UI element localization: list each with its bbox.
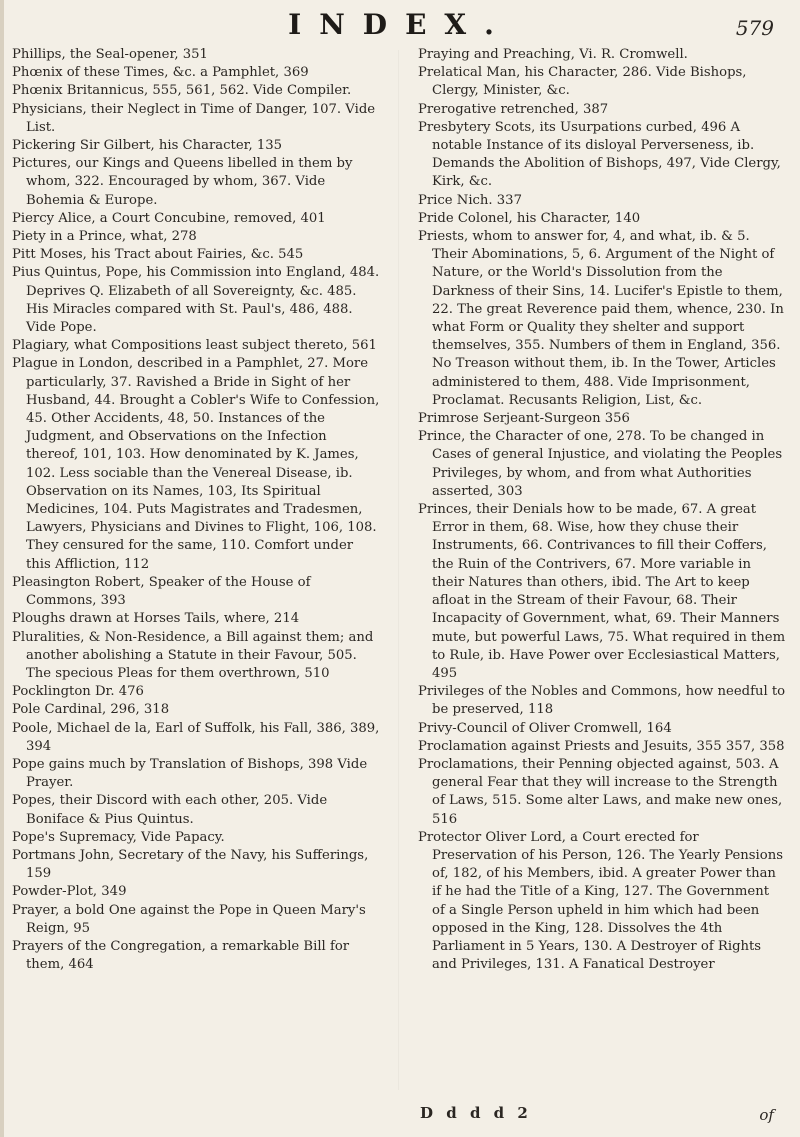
page-edge <box>0 0 4 1137</box>
index-entry: Pictures, our Kings and Queens libelled in them by whom, 322. Encouraged by whom, 367. Vide Bohemia & Europe. <box>12 156 353 208</box>
index-entry: Phœnix of these Times, &c. a Pamphlet, 369 <box>12 65 309 81</box>
page-number: 579 <box>735 16 774 40</box>
index-entry: Price Nich. 337 <box>418 192 522 208</box>
index-entry: Proclamation against Priests and Jesuits, 355 357, 358 <box>418 738 785 754</box>
index-entry: Piercy Alice, a Court Concubine, removed, 401 <box>12 210 326 226</box>
index-entry: Privy-Council of Oliver Cromwell, 164 <box>418 720 672 736</box>
index-entry: Prerogative retrenched, 387 <box>418 101 609 117</box>
index-entry: Ploughs drawn at Horses Tails, where, 214 <box>12 611 300 627</box>
index-entry: Pocklington Dr. 476 <box>12 684 144 700</box>
index-entry: Portmans John, Secretary of the Navy, his Sufferings, 159 <box>12 847 369 882</box>
index-entry: Prince, the Character of one, 278. To be changed in Cases of general Injustice, and violating the Peoples Privileges, by whom, and from what Authorities asserted, 303 <box>418 429 783 499</box>
index-entry: Pole Cardinal, 296, 318 <box>12 702 170 718</box>
index-entry: Popes, their Discord with each other, 205. Vide Boniface & Pius Quintus. <box>12 793 328 827</box>
page-header <box>0 6 800 46</box>
catchword: of <box>759 1106 774 1124</box>
index-entry: Phœnix Britannicus, 555, 561, 562. Vide Compiler. <box>12 83 352 99</box>
column-gutter <box>398 50 399 1090</box>
right-column <box>418 46 786 974</box>
index-entry: Pope gains much by Translation of Bishops, 398 Vide Prayer. <box>12 756 368 791</box>
index-entry: Powder-Plot, 349 <box>12 884 127 900</box>
index-entry: Presbytery Scots, its Usurpations curbed, 496 A notable Instance of its disloyal Perverseness, ib. Demands the Abolition of Bishops, 497, Vide Clergy, Kirk, &c. <box>418 119 781 190</box>
index-entry: Pluralities, & Non-Residence, a Bill against them; and another abolishing a Statute in their Favour, 505. The specious Pleas for them overthrown, 510 <box>12 629 374 681</box>
index-entry: Plague in London, described in a Pamphlet, 27. More particularly, 37. Ravished a Bride in Sight of her Husband, 44. Brought a Cobler's Wife to Confession, 45. Other Accidents, 48, 50. Instances of the Judgment, and Observations on the Infection thereof, 101, 103. How denominated by K. James, 102. Less sociable than the Venereal Disease, ib. Observation on its Names, 103, Its Spiritual Medicines, 104. Puts Magistrates and Tradesmen, Lawyers, Physicians and Divines to Flight, 106, 108. They censured for the same, 110. Comfort under this Affliction, 112 <box>12 356 380 572</box>
index-entry: Piety in a Prince, what, 278 <box>12 229 197 245</box>
index-entry: Prelatical Man, his Character, 286. Vide Bishops, Clergy, Minister, &c. <box>418 65 747 99</box>
index-entry: Poole, Michael de la, Earl of Suffolk, his Fall, 386, 389, 394 <box>12 720 380 754</box>
index-entry: Privileges of the Nobles and Commons, how needful to be preserved, 118 <box>418 684 786 718</box>
index-entry: Pickering Sir Gilbert, his Character, 135 <box>12 138 283 154</box>
index-entry: Princes, their Denials how to be made, 67. A great Error in them, 68. Wise, how they chuse their Instruments, 66. Contrivances to fill their Coffers, the Ruin of the Contrivers, 67. More variable in their Natures than others, ibid. The Art to keep afloat in the Stream of their Favour, 68. Their Incapacity of Government, what, 69. Their Manners mute, but powerful Laws, 75. What required in them to Rule, ib. Have Power over Ecclesiastical Matters, 495 <box>418 502 786 681</box>
index-entry: Pleasington Robert, Speaker of the House of Commons, 393 <box>12 574 311 609</box>
index-entry: Pride Colonel, his Character, 140 <box>418 210 641 226</box>
index-entry: Pope's Supremacy, Vide Papacy. <box>12 829 225 845</box>
signature-mark: D d d d 2 <box>420 1104 532 1122</box>
index-entry: Prayer, a bold One against the Pope in Queen Mary's Reign, 95 <box>12 902 366 936</box>
index-entry: Protector Oliver Lord, a Court erected for Preservation of his Person, 126. The Yearly Pensions of, 182, of his Members, ibid. A greater Power than if he had the Title of a King, 127. The Government of a Single Person upheld in him which had been opposed in the King, 128. Dissolves the 4th Parliament in 5 Years, 130. A Destroyer of Rights and Privileges, 131. A Fanatical Destroyer <box>418 829 783 973</box>
page-title: INDEX. <box>288 8 512 41</box>
index-entry: Physicians, their Neglect in Time of Danger, 107. Vide List. <box>12 101 376 135</box>
index-entry: Prayers of the Congregation, a remarkable Bill for them, 464 <box>12 938 350 973</box>
left-column <box>12 46 380 974</box>
index-entry: Proclamations, their Penning objected against, 503. A general Fear that they will increase to the Strength of Laws, 515. Some alter Laws, and make new ones, 516 <box>418 756 783 827</box>
index-entry: Pitt Moses, his Tract about Fairies, &c. 545 <box>12 247 304 263</box>
index-entry: Plagiary, what Compositions least subject thereto, 561 <box>12 338 377 354</box>
index-entry: Priests, whom to answer for, 4, and what, ib. & 5. Their Abominations, 5, 6. Argument of the Night of Nature, or the World's Dissolution from the Darkness of their Sins, 14. Lucifer's Epistle to them, 22. The great Reverence paid them, whence, 230. In what Form or Quality they shelter and support themselves, 355. Numbers of them in England, 356. No Treason without them, ib. In the Tower, Articles administered to them, 488. Vide Imprisonment, Proclamat. Recusants Religion, List, &c. <box>418 229 784 408</box>
index-entry: Primrose Serjeant-Surgeon 356 <box>418 411 630 427</box>
index-entry: Praying and Preaching, Vi. R. Cromwell. <box>418 47 688 62</box>
index-entry: Pius Quintus, Pope, his Commission into England, 484. Deprives Q. Elizabeth of all Sovereignty, &c. 485. His Miracles compared with St. Paul's, 486, 488. Vide Pope. <box>12 265 380 336</box>
index-entry: Phillips, the Seal-opener, 351 <box>12 47 208 62</box>
